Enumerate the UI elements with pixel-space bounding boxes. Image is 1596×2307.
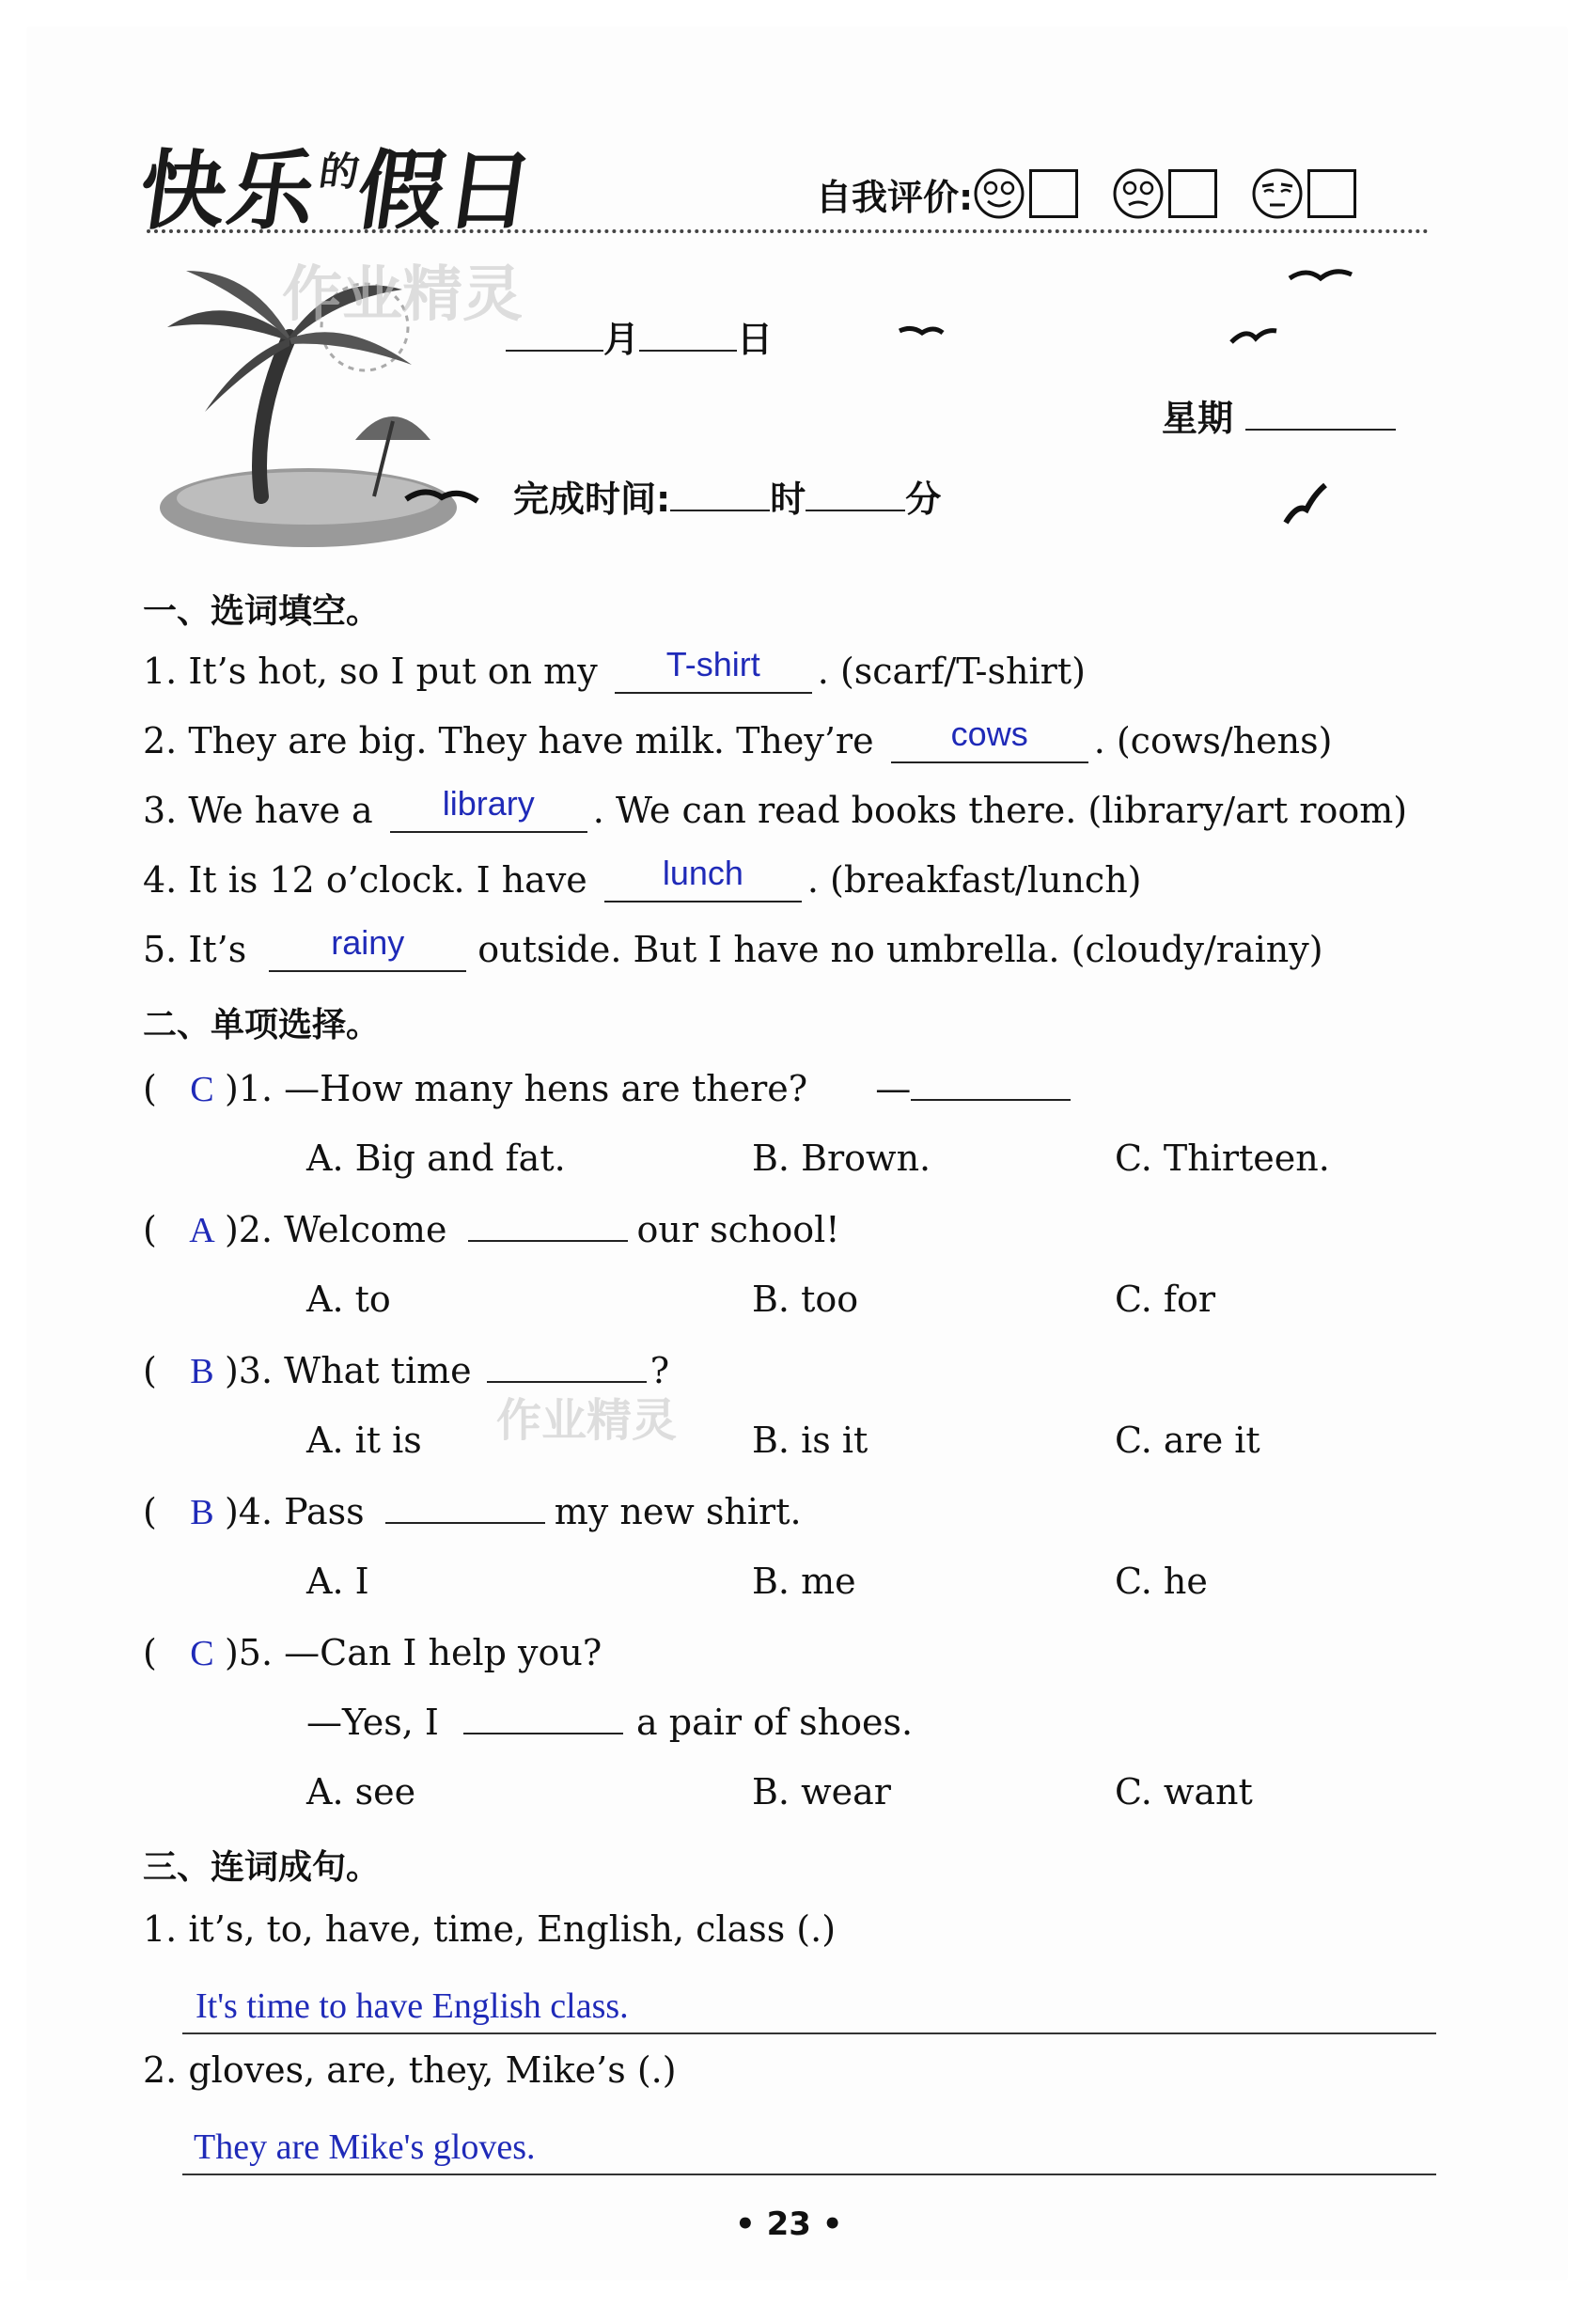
item-options: . We can read books there. (library/art room) bbox=[592, 790, 1408, 831]
day-blank[interactable] bbox=[639, 350, 737, 352]
option-a[interactable]: A. I bbox=[306, 1561, 369, 1602]
question-dash: — bbox=[875, 1068, 912, 1109]
item-options: . (cows/hens) bbox=[1093, 720, 1333, 761]
mc-question-5: ( C )5. —Can I help you? bbox=[143, 1632, 602, 1673]
neutral-checkbox[interactable] bbox=[1168, 169, 1217, 218]
self-eval-label: 自我评价: bbox=[816, 176, 974, 218]
self-evaluation bbox=[816, 167, 1356, 220]
bird-icon bbox=[1288, 265, 1353, 293]
option-c[interactable]: C. are it bbox=[1115, 1420, 1260, 1461]
item-options: . (scarf/T-shirt) bbox=[817, 651, 1086, 692]
option-c[interactable]: C. for bbox=[1115, 1279, 1215, 1320]
mc-question-2: ( A )2. Welcome our school! bbox=[143, 1209, 840, 1250]
fill-item-4 bbox=[143, 854, 1142, 902]
answer-blank[interactable] bbox=[385, 1522, 545, 1524]
bird-icon bbox=[1282, 481, 1329, 528]
option-a[interactable]: A. Big and fat. bbox=[306, 1138, 566, 1179]
minute-blank[interactable] bbox=[806, 510, 905, 511]
title-divider bbox=[147, 229, 1429, 233]
question-text: —Yes, I bbox=[306, 1702, 439, 1743]
finish-time-line bbox=[513, 470, 941, 522]
mc-answer[interactable]: C bbox=[190, 1070, 214, 1109]
title-main: 快乐 bbox=[133, 141, 324, 242]
fill-item-2 bbox=[143, 714, 1333, 763]
answer-text: T-shirt bbox=[665, 645, 760, 683]
option-b[interactable]: B. too bbox=[752, 1279, 859, 1320]
weekday-line bbox=[1162, 389, 1396, 441]
happy-checkbox[interactable] bbox=[1029, 169, 1078, 218]
hour-label: 时 bbox=[770, 479, 806, 520]
item-text: 3. We have a bbox=[143, 790, 373, 831]
hour-blank[interactable] bbox=[670, 510, 770, 511]
mc-question-1: ( C )1. —How many hens are there? — bbox=[143, 1068, 1071, 1110]
sad-face-icon bbox=[1251, 167, 1304, 220]
answer-blank[interactable] bbox=[468, 1240, 628, 1242]
sentence-answer-1[interactable]: It's time to have English class. bbox=[196, 1986, 629, 2026]
question-text: )3. What time bbox=[224, 1350, 472, 1391]
mc-answer[interactable]: A bbox=[189, 1211, 215, 1250]
neutral-face-icon bbox=[1112, 167, 1165, 220]
bird-icon bbox=[404, 484, 479, 512]
item-text: 4. It is 12 o’clock. I have bbox=[143, 859, 587, 901]
sentence-answer-2[interactable]: They are Mike's gloves. bbox=[194, 2127, 536, 2167]
answer-blank[interactable] bbox=[487, 1381, 647, 1383]
section3-heading: 三、连词成句。 bbox=[143, 1848, 381, 1887]
answer-text: library bbox=[442, 784, 535, 823]
option-b[interactable]: B. Brown. bbox=[752, 1138, 931, 1179]
answer-blank[interactable] bbox=[463, 1733, 623, 1734]
date-line bbox=[506, 310, 773, 362]
answer-text: lunch bbox=[662, 854, 743, 892]
bird-icon bbox=[1229, 323, 1278, 350]
option-b[interactable]: B. me bbox=[752, 1561, 856, 1602]
question-text-end: a pair of shoes. bbox=[636, 1702, 914, 1743]
mc-question-3: ( B )3. What time ? bbox=[143, 1350, 670, 1391]
mc-answer[interactable]: C bbox=[190, 1634, 214, 1673]
question-text-end: ? bbox=[649, 1350, 670, 1391]
answer-blank[interactable] bbox=[604, 854, 802, 902]
item-text: 2. They are big. They have milk. They’re bbox=[143, 720, 874, 761]
watermark-middle: 作业精灵 bbox=[496, 1394, 678, 1447]
fill-item-3 bbox=[143, 784, 1408, 833]
question-text-end: our school! bbox=[636, 1209, 840, 1250]
option-c[interactable]: C. he bbox=[1115, 1561, 1208, 1602]
item-options: outside. But I have no umbrella. (cloudy/rainy) bbox=[477, 929, 1323, 970]
mc-answer[interactable]: B bbox=[190, 1493, 214, 1532]
answer-text: cows bbox=[950, 714, 1028, 753]
answer-text: rainy bbox=[331, 923, 405, 962]
item-text: 5. It’s bbox=[143, 929, 247, 970]
weekday-blank[interactable] bbox=[1245, 429, 1396, 431]
question-text: )4. Pass bbox=[224, 1491, 365, 1532]
option-a[interactable]: A. to bbox=[306, 1279, 391, 1320]
fill-item-5 bbox=[143, 923, 1323, 972]
month-blank[interactable] bbox=[506, 350, 603, 352]
answer-blank[interactable] bbox=[615, 645, 812, 694]
page-number: • 23 • bbox=[735, 2205, 843, 2243]
mc-question-4: ( B )4. Pass my new shirt. bbox=[143, 1491, 802, 1532]
answer-blank[interactable] bbox=[891, 714, 1088, 763]
question-text: )2. Welcome bbox=[224, 1209, 447, 1250]
bird-icon bbox=[898, 322, 945, 344]
title-end: 假日 bbox=[351, 141, 542, 242]
answer-blank[interactable] bbox=[911, 1099, 1071, 1101]
question-text: )5. —Can I help you? bbox=[224, 1632, 602, 1673]
option-b[interactable]: B. wear bbox=[752, 1771, 891, 1813]
item-options: . (breakfast/lunch) bbox=[806, 859, 1142, 901]
finish-time-label: 完成时间: bbox=[513, 479, 671, 520]
item-text: 1. It’s hot, so I put on my bbox=[143, 651, 598, 692]
minute-label: 分 bbox=[905, 479, 942, 520]
question-text-end: my new shirt. bbox=[554, 1491, 802, 1532]
watermark-top: 作业精灵 bbox=[282, 260, 523, 330]
answer-line bbox=[182, 2032, 1436, 2034]
fill-item-1 bbox=[143, 645, 1086, 694]
weekday-label: 星期 bbox=[1162, 398, 1234, 439]
mc-question-5-line2 bbox=[306, 1702, 913, 1743]
option-b[interactable]: B. is it bbox=[752, 1420, 868, 1461]
day-label: 日 bbox=[737, 319, 774, 360]
sentence-prompt-2: 2. gloves, are, they, Mike’s (.) bbox=[143, 2049, 677, 2091]
answer-blank[interactable] bbox=[269, 923, 466, 972]
sentence-prompt-1: 1. it’s, to, have, time, English, class (.) bbox=[143, 1908, 837, 1950]
section1-heading: 一、选词填空。 bbox=[143, 592, 381, 631]
sad-checkbox[interactable] bbox=[1307, 169, 1356, 218]
section2-heading: 二、单项选择。 bbox=[143, 1006, 381, 1044]
answer-blank[interactable] bbox=[390, 784, 587, 833]
worksheet-title-logo bbox=[133, 122, 545, 246]
happy-face-icon bbox=[973, 167, 1025, 220]
option-c[interactable]: C. Thirteen. bbox=[1115, 1138, 1330, 1179]
answer-line bbox=[182, 2174, 1436, 2175]
mc-answer[interactable]: B bbox=[190, 1352, 214, 1391]
question-text: )1. —How many hens are there? bbox=[224, 1068, 808, 1109]
title-small: 的 bbox=[316, 149, 365, 195]
option-a[interactable]: A. see bbox=[306, 1771, 416, 1813]
option-a[interactable]: A. it is bbox=[306, 1420, 422, 1461]
option-c[interactable]: C. want bbox=[1115, 1771, 1253, 1813]
month-label: 月 bbox=[603, 319, 640, 360]
